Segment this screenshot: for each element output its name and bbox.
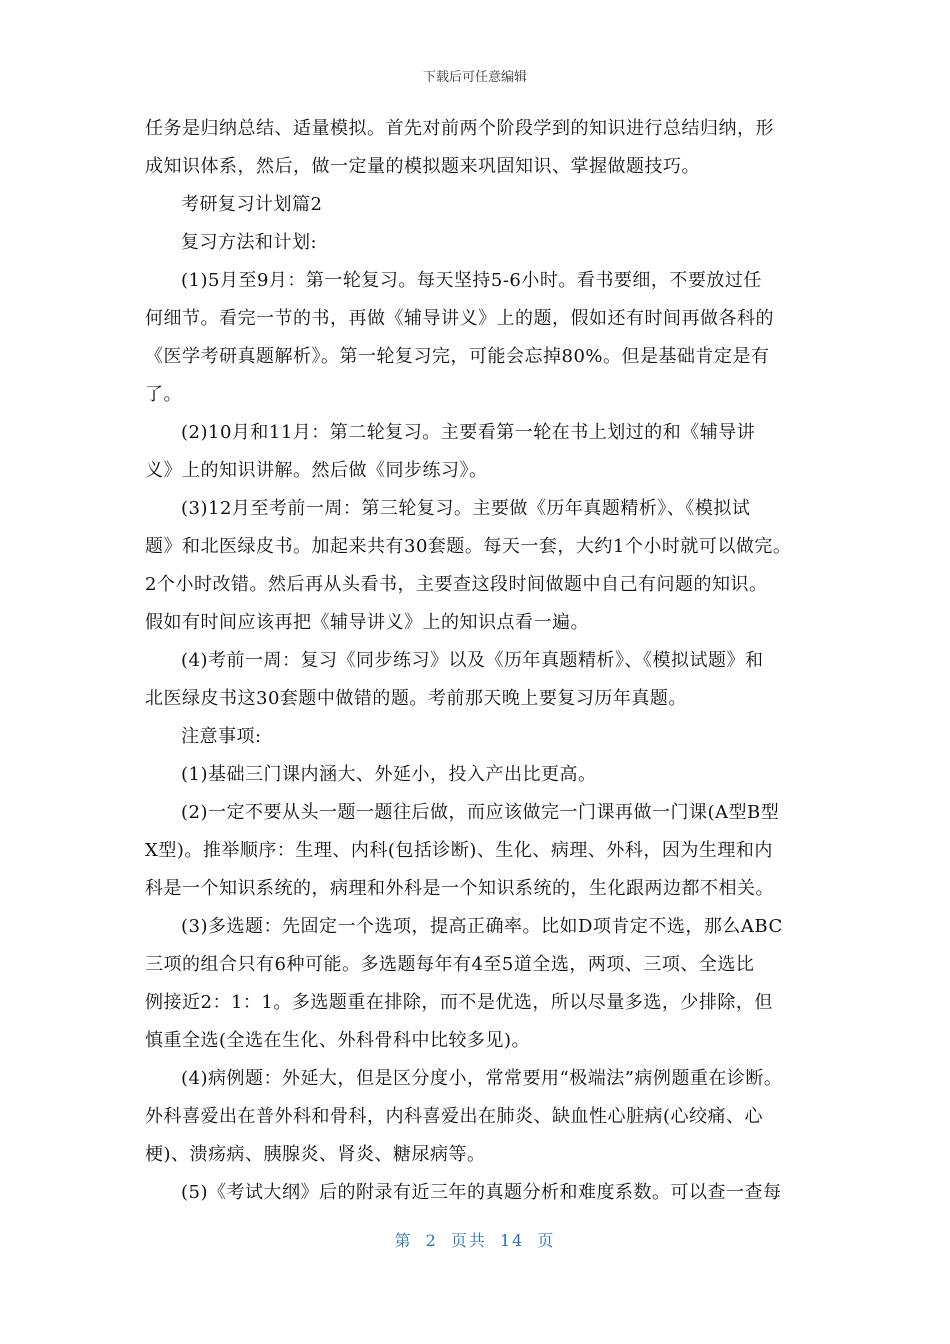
text-line: 考研复习计划篇2 xyxy=(181,194,323,215)
text-line: 外科喜爱出在普外科和骨科，内科喜爱出在肺炎、缺血性心脏病(心绞痛、心 xyxy=(145,1106,764,1127)
page-header: 下载后可任意编辑 xyxy=(422,70,527,85)
text-line: 例接近2：1：1。多选题重在排除，而不是优选，所以尽量多选，少排除，但 xyxy=(145,992,773,1013)
text-line: 科是一个知识系统的，病理和外科是一个知识系统的，生化跟两边都不相关。 xyxy=(145,878,774,899)
text-line: 题》和北医绿皮书。加起来共有30套题。每天一套，大约1个小时就可以做完。 xyxy=(145,536,792,557)
text-line: 复习方法和计划: xyxy=(181,232,318,253)
text-line: 北医绿皮书这30套题中做错的题。考前那天晚上要复习历年真题。 xyxy=(145,688,687,709)
text-line: (2)一定不要从头一题一题往后做，而应该做完一门课再做一门课(A型B型 xyxy=(181,802,780,823)
text-line: 2个小时改错。然后再从头看书，主要查这段时间做题中自己有问题的知识。 xyxy=(145,574,768,595)
text-line: (4)考前一周：复习《同步练习》以及《历年真题精析》、《模拟试题》和 xyxy=(181,650,764,671)
text-line: 慎重全选(全选在生化、外科骨科中比较多见)。 xyxy=(145,1030,531,1051)
text-line: 假如有时间应该再把《辅导讲义》上的知识点看一遍。 xyxy=(145,612,589,633)
text-line: (3)多选题：先固定一个选项，提高正确率。比如D项肯定不选，那么ABC xyxy=(181,916,783,937)
text-line: (1)基础三门课内涵大、外延小，投入产出比更高。 xyxy=(181,764,597,785)
text-line: (2)10月和11月：第二轮复习。主要看第一轮在书上划过的和《辅导讲 xyxy=(181,422,756,443)
text-line: 三项的组合只有6种可能。多选题每年有4至5道全选，两项、三项、全选比 xyxy=(145,954,755,975)
text-line: X型)。推举顺序：生理、内科(包括诊断)、生化、病理、外科，因为生理和内 xyxy=(145,840,773,861)
text-line: (4)病例题：外延大，但是区分度小，常常要用“极端法”病例题重在诊断。 xyxy=(181,1068,783,1089)
page-footer: 第 2 页共 14 页 xyxy=(394,1231,556,1250)
text-line: 义》上的知识讲解。然后做《同步练习》。 xyxy=(145,460,488,481)
text-line: 注意事项: xyxy=(181,726,262,747)
text-line: 了。 xyxy=(145,384,182,405)
text-line: 《医学考研真题解析》。第一轮复习完，可能会忘掉80%。但是基础肯定是有 xyxy=(145,346,770,367)
document-body xyxy=(145,110,845,1212)
text-line: (5)《考试大纲》后的附录有近三年的真题分析和难度系数。可以查一查每 xyxy=(181,1182,782,1203)
text-line: (3)12月至考前一周：第三轮复习。主要做《历年真题精析》、《模拟试 xyxy=(181,498,751,519)
text-line: 成知识体系，然后，做一定量的模拟题来巩固知识、掌握做题技巧。 xyxy=(145,156,700,177)
text-line: 任务是归纳总结、适量模拟。首先对前两个阶段学到的知识进行总结归纳，形 xyxy=(145,118,774,139)
text-line: (1)5月至9月：第一轮复习。每天坚持5-6小时。看书要细，不要放过任 xyxy=(181,270,762,291)
text-line: 梗)、溃疡病、胰腺炎、肾炎、糖尿病等。 xyxy=(145,1144,486,1165)
text-line: 何细节。看完一节的书，再做《辅导讲义》上的题，假如还有时间再做各科的 xyxy=(145,308,774,329)
